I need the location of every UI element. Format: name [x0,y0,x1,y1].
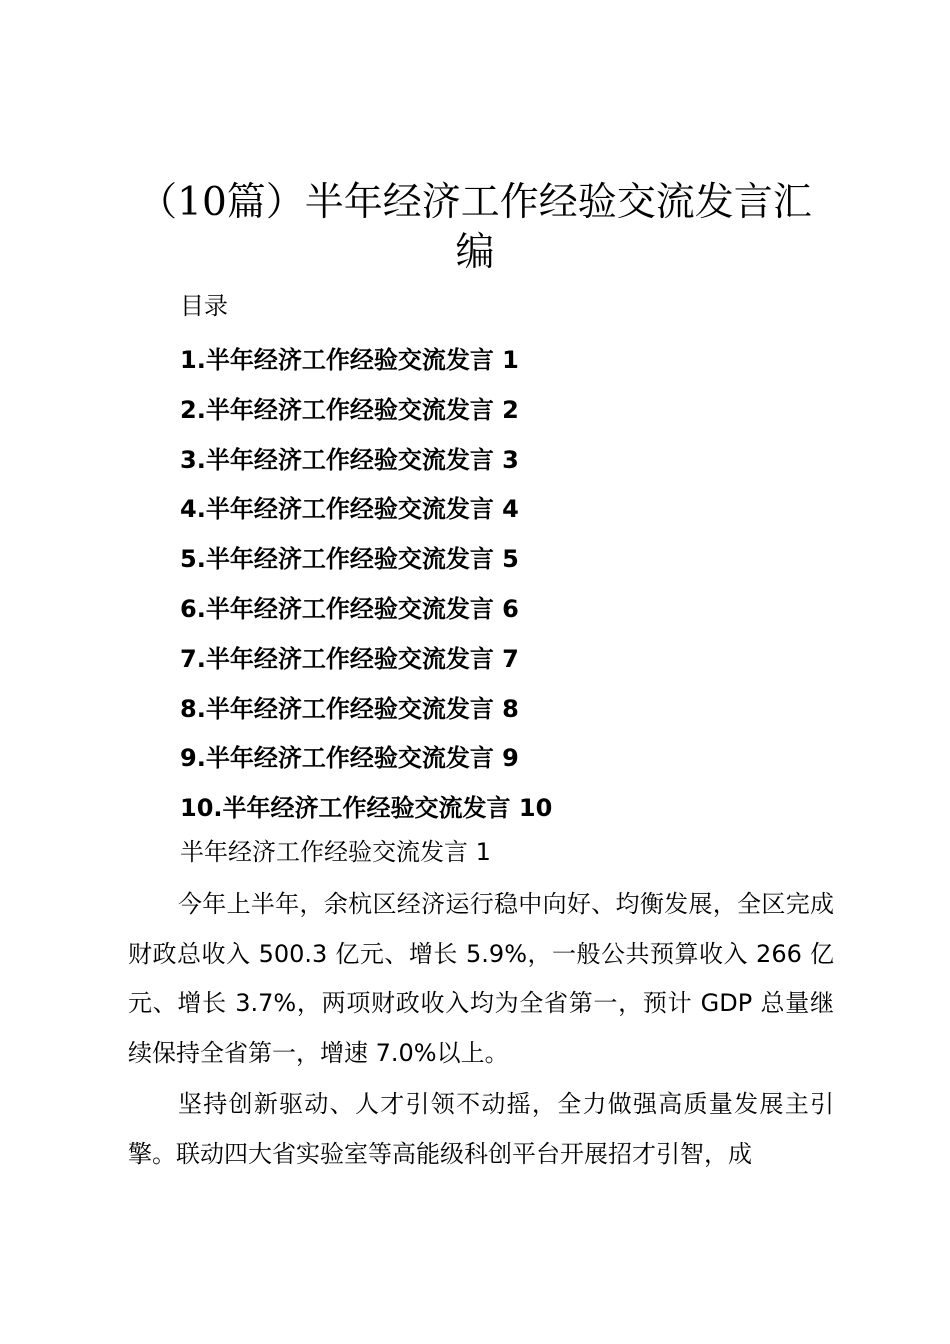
section-heading: 半年经济工作经验交流发言 1 [180,838,491,866]
toc-item-7[interactable]: 7.半年经济工作经验交流发言 7 [180,644,519,673]
toc-item-3[interactable]: 3.半年经济工作经验交流发言 3 [180,445,519,474]
toc-item-10[interactable]: 10.半年经济工作经验交流发言 10 [180,794,553,823]
toc-item-2[interactable]: 2.半年经济工作经验交流发言 2 [180,395,519,424]
toc-item-6[interactable]: 6.半年经济工作经验交流发言 6 [180,594,519,623]
body-paragraph: 今年上半年，余杭区经济运行稳中向好、均衡发展，全区完成财政总收入 500.3 亿元、增长 5.9%，一般公共预算收入 266 亿元、增长 3.7%，两项财政收入均为全省第一，预计 GDP 总量继续保持全省第一，增速 7.0%以上。 [128,890,834,1067]
toc-item-9[interactable]: 9.半年经济工作经验交流发言 9 [180,744,519,773]
document-title: （10篇）半年经济工作经验交流发言汇编 [138,180,812,275]
body-paragraph: 坚持创新驱动、人才引领不动摇，全力做强高质量发展主引擎。联动四大省实验室等高能级科创平台开展招才引智，成 [128,1090,834,1168]
toc-heading: 目录 [180,292,228,320]
toc-item-5[interactable]: 5.半年经济工作经验交流发言 5 [180,545,519,574]
toc-item-4[interactable]: 4.半年经济工作经验交流发言 4 [180,495,519,524]
toc-item-1[interactable]: 1.半年经济工作经验交流发言 1 [180,346,519,374]
toc-item-8[interactable]: 8.半年经济工作经验交流发言 8 [180,694,519,723]
table-of-contents [180,336,840,834]
